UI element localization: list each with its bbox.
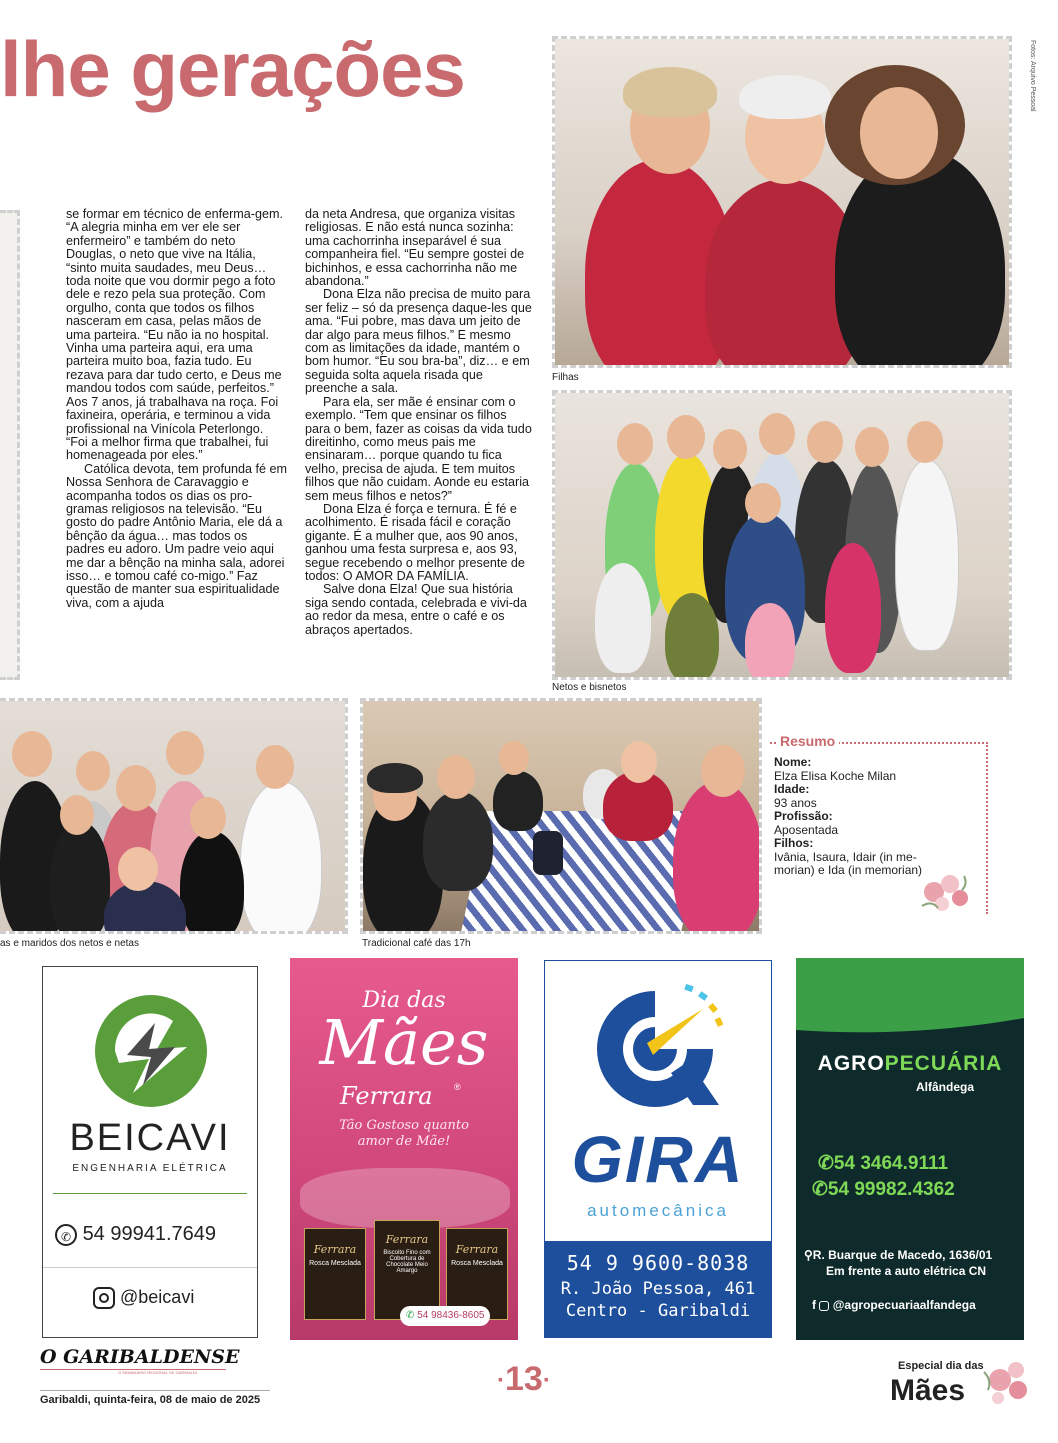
phone-icon: ✆ [818,1153,834,1174]
caption-netos: Netos e bisnetos [552,682,627,693]
agro-green-banner [796,958,1024,1038]
ferrara-slogan-1: Tão Gostoso quanto [339,1118,469,1133]
instagram-icon [93,1287,115,1309]
agro-social-row [812,1298,976,1312]
article-column-2 [305,208,533,637]
gira-phone: 54 9 9600-8038 [566,1251,750,1275]
ferrara-phone: 54 98436-8605 [417,1310,485,1321]
instagram-icon [819,1301,829,1311]
beicavi-sub: ENGENHARIA ELÉTRICA [72,1163,228,1174]
resumo-nome-label: Nome: [774,755,812,769]
newspaper-name: O GARIBALDENSE [40,1346,240,1368]
ferrara-bag [300,1168,510,1228]
page-number: 13 [505,1360,543,1398]
photo-esposas-maridos [0,698,348,934]
paragraph: Salve dona Elza! Que sua história siga sendo contada, celebrada e vivi-da ao redor da mesa, entre o café e os abraços apertados. [305,582,527,637]
beicavi-phone-row [55,1223,216,1246]
resumo-body [774,756,954,878]
beicavi-name: BEICAVI [69,1117,231,1159]
whatsapp-icon: ✆ [55,1224,77,1246]
location-pin-icon: ⚲ [804,1248,813,1262]
beicavi-phone: 54 99941.7649 [82,1223,217,1245]
agro-sub: Alfândega [916,1080,975,1094]
special-label: Especial dia das [898,1360,984,1372]
whatsapp-icon: ✆ [406,1310,415,1321]
resumo-profissao: Aposentada [774,822,839,837]
paragraph: Católica devota, tem profunda fé em Nossa Senhora de Caravaggio e acompanha todos os dias os pro-gramas religiosos na televisão. “Eu gosto do padre Antônio Maria, ele dá a bênção da água… mas todos os padres eu adoro. Um padre veio aqui me dar a bênção na minha sala, adorei isso… e tomou café co-migo.” Faz questão de manter sua espiritualidade viva, com a ajuda [66,461,288,610]
newspaper-sub: O SEMANÁRIO REGIONAL DE GARIBALDI [118,1370,197,1375]
photo-credit: Fotos: Arquivo Pessoal [1029,40,1036,112]
caption-esposas-maridos: as e maridos dos netos e netas [0,938,139,949]
ferrara-top: Dia das [362,988,446,1013]
gira-sub: automecânica [587,1201,729,1220]
issue-date: Garibaldi, quinta-feira, 08 de maio de 2025 [40,1394,261,1406]
resumo-idade-label: Idade: [774,782,810,796]
photo-cafe [360,698,762,934]
resumo-nome: Elza Elisa Koche Milan [774,768,897,783]
ferrara-brand: Ferrara [340,1082,433,1110]
gira-addr-2: Centro - Garibaldi [565,1301,751,1321]
ad-ferrara[interactable] [290,958,518,1340]
paragraph: da neta Andresa, que organiza visitas religiosas. E não está nunca sozinha: uma cachorrinha inseparável é sua companheira fiel. “Eu sempre gostei de bichinhos, e essa cachorrinha não me abandona.” [305,207,525,289]
gira-addr-1: R. João Pessoa, 461 [560,1279,756,1299]
gira-name: GIRA [571,1122,745,1196]
ferrara-phone-row [400,1306,490,1326]
agro-phone-2-row [812,1178,955,1201]
gira-contact-band [545,1241,771,1338]
article-column-1 [66,208,288,610]
photo-netos [552,390,1012,680]
ad-beicavi[interactable] [42,966,258,1338]
cropped-photo-edge [0,210,20,680]
ferrara-main: Mães [319,1006,489,1079]
whatsapp-icon: ✆ [812,1179,828,1200]
ferrara-reg: ® [454,1082,461,1092]
ferrara-package: Ferrara Rosca Mesclada [304,1228,366,1320]
ad-agropecuaria[interactable] [796,958,1024,1340]
gira-logo-icon [585,981,735,1111]
paragraph: Dona Elza não precisa de muito para ser feliz – só da presença daque-les que ama. “Fui pobre, mas dava um jeito de dar algo para meus filhos.” E mesmo com as limitações da idade, mantém o bom humor. “Eu sou bra-ba”, diz… e em seguida solta aquela risada que preenche a sala. [305,287,532,396]
resumo-profissao-label: Profissão: [774,809,833,823]
agro-addr-2: Em frente a auto elétrica CN [826,1264,987,1278]
special-title: Mães [890,1374,966,1407]
paragraph: Dona Elza é força e ternura. É fé e acolhimento. É risada fácil e coração gigante. É a mulher que, aos 90 anos, ganhou uma festa surpresa e, aos 93, segue recebendo o melhor presente de todos: O AMOR DA FAMÍLIA. [305,501,525,583]
headline: lhe gerações [0,25,465,113]
ferrara-package: Ferrara Biscoito Fino com Cobertura de Chocolate Meio Amargo [374,1220,440,1320]
agro-addr-1-row [804,1248,992,1262]
agro-social: @agropecuariaalfandega [832,1298,976,1312]
agro-phone-1-row [818,1152,948,1175]
ferrara-package: Ferrara Rosca Mesclada [446,1228,508,1320]
resumo-idade: 93 anos [774,795,817,810]
agro-phone-2: 54 99982.4362 [827,1179,955,1200]
paragraph: se formar em técnico de enferma-gem. “A alegria minha em ver ele ser enfermeiro” e também do neto Douglas, o neto que vive na Itália, “sinto muita saudades, meu Deus… toda noite que vou dormir pego a foto dele e rezo pela sua proteção. Com orgulho, conta que todos os filhos nasceram em casa, pelas mãos de uma parteira. “Eu não ia no hospital. Vinha uma parteira aqui, era uma parteira muito boa, fazia tudo. Eu rezava para dar tudo certo, e Deus me mandou todos com saúde, perfeitos.” [66,207,283,396]
resumo-title: Resumo [776,733,839,749]
ad-gira[interactable] [544,960,772,1338]
beicavi-insta-row [93,1287,194,1309]
caption-filhas: Filhas [552,372,579,383]
flower-decoration-icon [980,1350,1034,1410]
resumo-filhos-label: Filhos: [774,836,814,850]
ferrara-slogan-2: amor de Mãe! [357,1134,451,1149]
divider [53,1193,247,1194]
beicavi-logo-icon [93,993,209,1109]
page-number-row: ·13· [497,1360,551,1398]
resumo-filhos: Ivânia, Isaura, Idair (in me-morian) e Ida (in memorian) [774,849,923,877]
paragraph: Aos 7 anos, já trabalhava na roça. Foi faxineira, operária, e terminou a vida profissional na Vinícola Peterlongo. “Foi a melhor firma que trabalhei, fui homenageada por eles.” [66,394,279,463]
caption-cafe: Tradicional café das 17h [362,938,471,949]
agro-phone-1: 54 3464.9111 [833,1153,949,1174]
facebook-icon: f [812,1298,816,1312]
paragraph: Para ela, ser mãe é ensinar com o exemplo. “Tem que ensinar os filhos para o bem, fazer as coisas da vida tudo direitinho, como meus pais me ensinaram… porque quando tu fica velho, precisa de ajuda. E tem muitos filhos que não cuidam. Aonde eu estaria sem meus filhos e netos?” [305,394,532,503]
beicavi-insta: @beicavi [120,1287,195,1307]
flower-decoration-icon [916,862,976,914]
divider [40,1390,270,1391]
agro-name: AGROPECUÁRIA [817,1052,1003,1075]
divider [43,1267,257,1268]
photo-filhas [552,36,1012,368]
agro-addr-1: R. Buarque de Macedo, 1636/01 [812,1248,993,1262]
